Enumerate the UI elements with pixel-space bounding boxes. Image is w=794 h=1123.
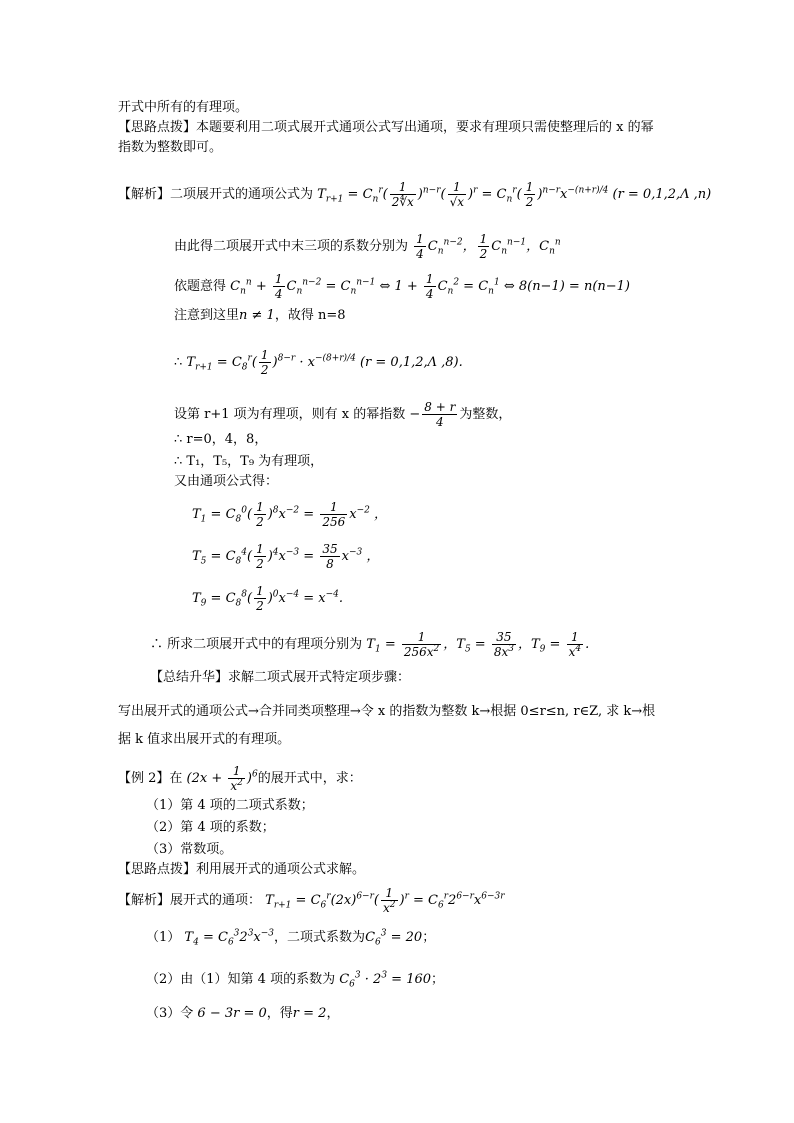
text-span: ，得 xyxy=(266,1006,293,1021)
solution-text: 二项展开式的通项公式为 xyxy=(170,187,314,202)
text-line: （2）由（1）知第 4 项的系数为 $C_6^3 \cdot 2^3 = 160$； xyxy=(146,970,445,990)
summary-heading: 【总结升华】求解二项式展开式特定项步骤： xyxy=(150,670,411,685)
text-line: （3）令 6 − 3r = 0，得r = 2， xyxy=(146,1006,340,1021)
text-line: ∴ T₁，T₅，T₉ 为有理项， xyxy=(174,454,324,469)
example-heading xyxy=(118,764,362,793)
formula-general-term: $T_{r+1} = C_n^r$( $\frac{1}{2∜x}$ )$^{n-r}$( $\frac{1}{√x}$ )$^r = C_n^r$( $\frac{1}{2}$ )$^{n-r}x^{-(n+r)/4}$ (r = 0,1,2,Λ ,n) xyxy=(317,180,712,209)
text-line xyxy=(174,400,511,429)
text-span: ，二项式系数为 xyxy=(274,930,366,945)
formula-t4: $T_4 = C_6^32^3x^{-3}$ xyxy=(184,928,275,948)
text-span: 依题意得 xyxy=(174,279,227,294)
formula-binomial: (2x + $\frac{1}{x^2}$ )$^6$ xyxy=(186,764,258,793)
text-line xyxy=(150,630,589,659)
formula-t1: $T_1 = C_8^0$( $\frac{1}{2}$ )$^8x^{-2}$ = $\frac{1}{256}$ $x^{-2}$ ， xyxy=(192,500,387,529)
text-line: 据 k 值求出展开式的有理项。 xyxy=(118,732,291,747)
text-span: （2）由（1）知第 4 项的系数为 xyxy=(146,972,336,987)
formula-rational-terms: $T_1$ = $\frac{1}{256x^2}$ ，$T_5$ = $\frac{35}{8x^3}$ ，$T_9$ = $\frac{1}{x^4}$ . xyxy=(366,630,590,659)
formula-r-eq-2: r = 2 xyxy=(292,1006,327,1021)
text-line: 写出展开式的通项公式→合并同类项整理→令 x 的指数为整数 k→根据 0≤r≤n, r∈Z, 求 k→根 xyxy=(118,704,656,719)
solution-line xyxy=(118,886,505,915)
text-span: （1） xyxy=(146,930,181,945)
text-line: 开式中所有的有理项。 xyxy=(118,100,249,115)
formula-eq: 6 − 3r = 0 xyxy=(197,1006,267,1021)
text-line xyxy=(174,232,561,261)
text-span: 注意到这里 xyxy=(174,308,240,323)
formula-condition: $C_n^n$ + $\frac{1}{4}$ $C_n^{n-2} = C_n^{n-1}$ ⇔ 1 + $\frac{1}{4}$ $C_n^2 = C_n^1$ ⇔ 8(n−1) = n(n−1) xyxy=(230,272,631,301)
solution-label: 【解析】 xyxy=(118,893,171,908)
formula-term-n8: $T_{r+1} = C_8^r$( $\frac{1}{2}$ )$^{8-r} \cdot x^{-(8+r)/4}$ (r = 0,1,2,Λ ,8). xyxy=(186,348,463,377)
formula-binom-coeff: $C_6^3 = 20$ xyxy=(365,928,423,948)
text-line xyxy=(174,306,346,326)
text-line xyxy=(174,272,630,301)
text-line: 指数为整数即可。 xyxy=(118,140,223,155)
formula-t9: $T_9 = C_8^8$( $\frac{1}{2}$ )$^0x^{-4} = x^{-4}$. xyxy=(192,584,344,613)
text-span: ∴ 所求二项展开式中的有理项分别为 xyxy=(150,637,363,652)
list-item: （3）常数项。 xyxy=(146,842,233,857)
text-span: 由此得二项展开式中末三项的系数分别为 xyxy=(174,239,409,254)
text-span: 为整数， xyxy=(459,407,512,422)
hint-heading: 【思路点拨】本题要利用二项式展开式通项公式写出通项，要求有理项只需使整理后的 x 的幂 xyxy=(118,120,654,135)
solution-line xyxy=(118,180,711,209)
formula-general-term-2: $T_{r+1} = C_6^r(2x)^{6-r}$( $\frac{1}{x^2}$ )$^r = C_6^r2^{6-r}x^{6-3r}$ xyxy=(265,886,505,915)
text-span: （3）令 xyxy=(146,1006,194,1021)
solution-label: 【解析】 xyxy=(118,187,171,202)
therefore-symbol: ∴ xyxy=(174,355,183,370)
formula-coeff: $C_6^3 \cdot 2^3 = 160$ xyxy=(339,970,432,990)
solution-text: 展开式的通项： xyxy=(170,893,262,908)
text-span: ，故得 n=8 xyxy=(274,308,346,323)
text-line: （1） $T_4 = C_6^32^3x^{-3}$，二项式系数为$C_6^3 = 20$； xyxy=(146,928,436,948)
text-span: 的展开式中，求： xyxy=(257,771,362,786)
text-span: 设第 r+1 项为有理项，则有 x 的幂指数 xyxy=(174,407,406,422)
formula-t5: $T_5 = C_8^4$( $\frac{1}{2}$ )$^4x^{-3}$ = $\frac{35}{8}$ $x^{-3}$ ， xyxy=(192,542,380,571)
hint-heading: 【思路点拨】利用展开式的通项公式求解。 xyxy=(118,862,366,877)
formula-coeffs: $\frac{1}{4}$ $C_n^{n-2}$， $\frac{1}{2}$ $C_n^{n-1}$，$C_n^n$ xyxy=(416,232,561,261)
text-line xyxy=(174,348,463,377)
text-line: 又由通项公式得： xyxy=(174,474,279,489)
formula-exponent: − $\frac{8 + r}{4}$ xyxy=(409,400,456,429)
text-span: 【例 2】在 xyxy=(118,771,183,786)
formula-n-ne-1: n ≠ 1 xyxy=(239,308,275,323)
list-item: （1）第 4 项的二项式系数； xyxy=(146,798,314,813)
list-item: （2）第 4 项的系数； xyxy=(146,820,275,835)
text-line: ∴ r=0，4，8， xyxy=(174,432,268,447)
